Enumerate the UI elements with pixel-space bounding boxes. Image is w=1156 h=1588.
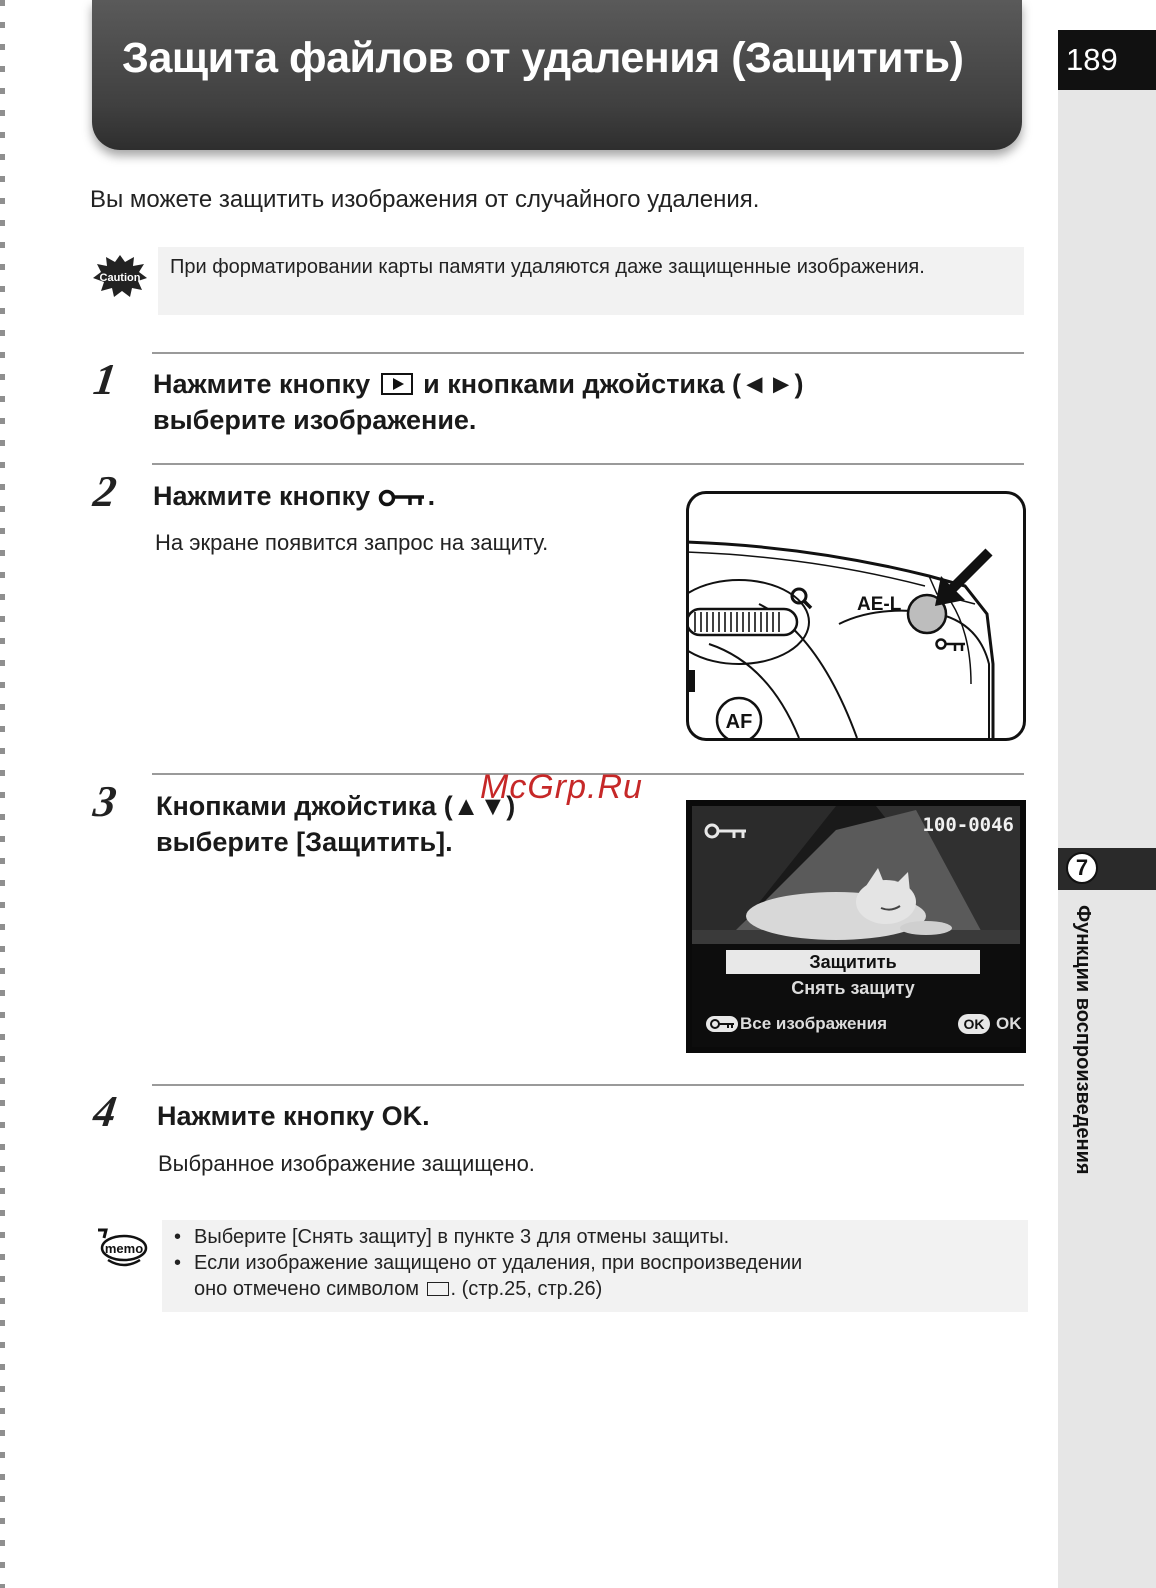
lcd-screen — [686, 800, 1026, 1053]
chapter-number: 7 — [1066, 852, 1098, 884]
ok-button-icon: OK — [958, 1014, 990, 1034]
ael-label: AE-L — [857, 594, 902, 615]
pointer-arrow-icon — [951, 552, 989, 590]
step-1-title-c: выберите изображение. — [153, 405, 477, 435]
camera-illustration — [686, 491, 1026, 741]
menu-item-unprotect[interactable]: Снять защиту — [791, 978, 915, 998]
af-label: AF — [725, 711, 753, 733]
side-bar — [1058, 90, 1156, 1588]
memo-item: • Если изображение защищено от удаления, при воспроизведении оно отмечено символом . (стр.25, стр.26) — [174, 1250, 1014, 1302]
step-4-description: Выбранное изображение защищено. — [158, 1151, 535, 1176]
step-2-title — [153, 478, 653, 514]
step-1-title-b: и кнопками джойстика (◄►) — [423, 369, 804, 399]
footer-all-images: Все изображения — [740, 1014, 888, 1033]
binding-edge — [0, 0, 5, 1588]
step-2-number: 2 — [90, 467, 120, 516]
memo-icon-label: memo — [104, 1241, 144, 1256]
step-4-rule — [152, 1084, 1024, 1086]
lcd-footer — [706, 1012, 1022, 1038]
step-2-title-text: Нажмите кнопку — [153, 481, 371, 511]
menu-item-protect[interactable]: Защитить — [726, 950, 980, 974]
intro-text: Вы можете защитить изображения от случайного удаления. — [90, 186, 760, 213]
memo-item: • Выберите [Снять защиту] в пункте 3 для отмены защиты. — [174, 1224, 1014, 1250]
step-3-title-b: выберите [Защитить]. — [156, 827, 453, 857]
step-1-title-a: Нажмите кнопку — [153, 369, 371, 399]
protect-symbol-icon — [427, 1282, 449, 1296]
step-2-title-suffix: . — [427, 481, 436, 511]
step-2-description: На экране появится запрос на защиту. — [155, 530, 549, 555]
caution-icon-label: Caution — [99, 272, 141, 284]
memo-item-2-line2-a: оно отмечено символом — [194, 1278, 419, 1300]
camera-back-drawing — [689, 494, 1023, 738]
watermark: McGrp.Ru — [480, 768, 643, 806]
chapter-label: Функции воспроизведения — [1072, 905, 1094, 1175]
step-1-rule — [152, 352, 1024, 354]
step-3-number: 3 — [90, 777, 120, 826]
zoom-magnifier-icon — [792, 589, 811, 608]
protect-key-small-icon — [937, 640, 966, 652]
memo-item-2-line2-b: . (стр.25, стр.26) — [450, 1278, 603, 1300]
footer-key-icon — [706, 1016, 738, 1032]
step-1-number: 1 — [90, 355, 120, 404]
page-number: 189 — [1058, 30, 1156, 90]
step-2-rule — [152, 463, 1024, 465]
memo-icon — [94, 1226, 150, 1274]
caution-text: При форматировании карты памяти удаляются даже защищенные изображения. — [170, 256, 925, 278]
page-title: Защита файлов от удаления (Защитить) — [122, 34, 964, 82]
step-4-title: Нажмите кнопку OK. — [157, 1101, 430, 1131]
footer-ok-label: OK — [996, 1014, 1022, 1033]
step-3-title-a: Кнопками джойстика (▲▼) — [156, 791, 516, 821]
memo-list — [174, 1224, 1014, 1302]
command-dial — [689, 609, 797, 635]
protect-key-icon — [378, 488, 428, 508]
protect-status-icon — [704, 822, 750, 840]
playback-button-icon — [381, 373, 413, 395]
step-1-title — [153, 366, 1013, 438]
step-4-number: 4 — [90, 1087, 120, 1136]
folder-file-number: 100-0046 — [922, 814, 1014, 836]
caution-icon — [92, 254, 148, 298]
